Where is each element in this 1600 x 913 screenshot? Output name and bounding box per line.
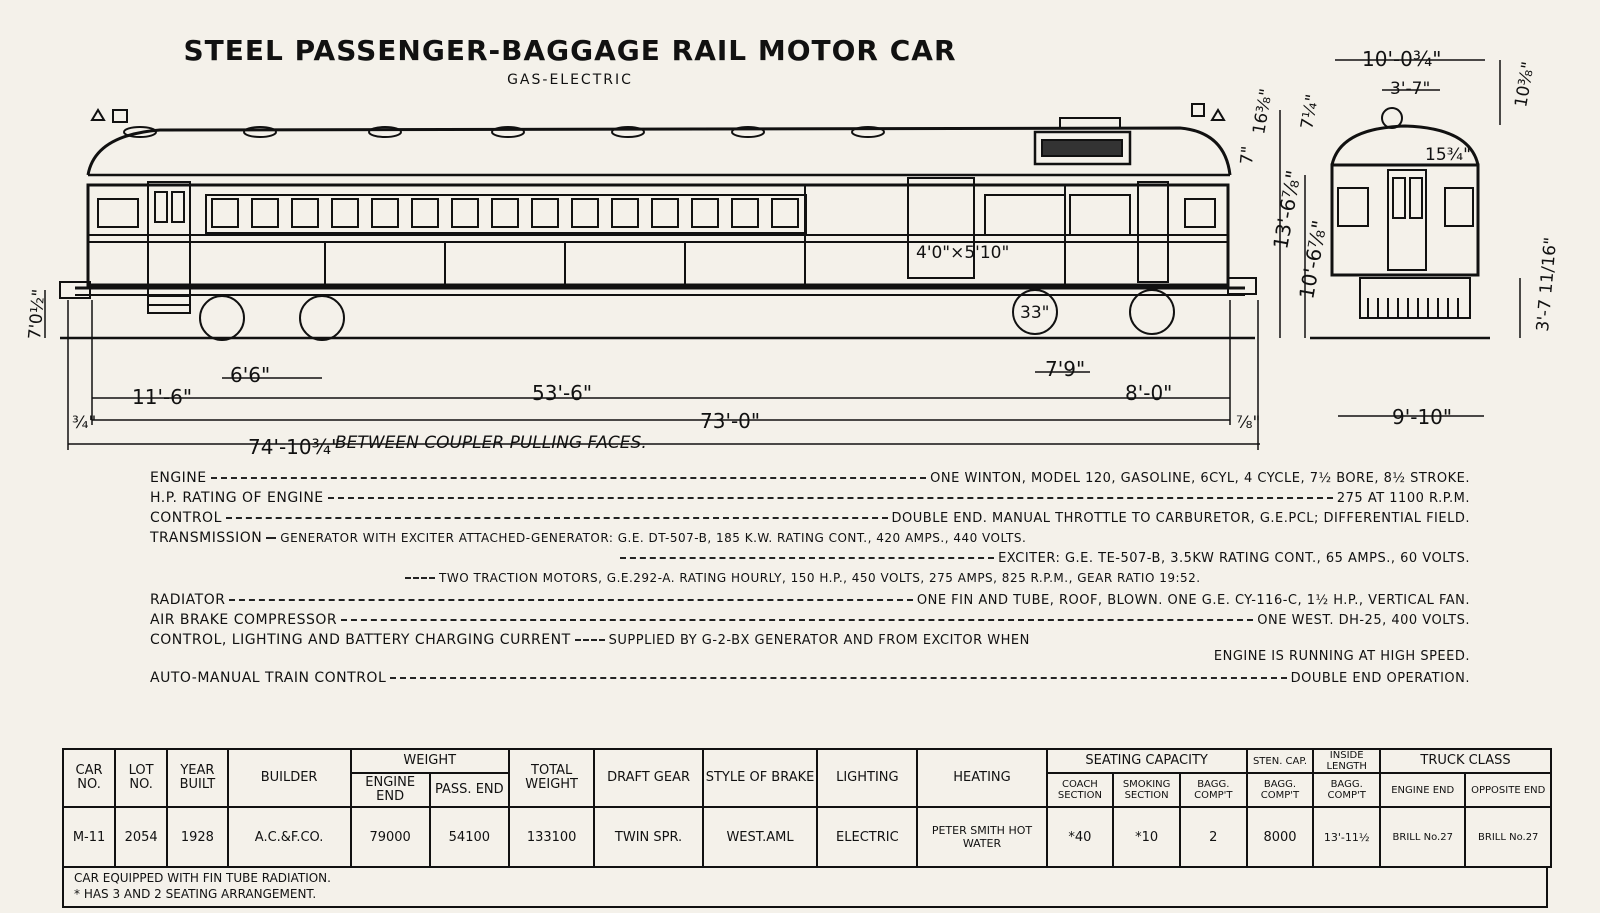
cell-total-weight: 133100 [509,807,594,867]
spec-label: ENGINE [150,470,207,486]
dim-height-left: 7'0½" [25,288,50,341]
dim-truck-gauge: 9'-10" [1392,405,1453,429]
cell-lighting: ELECTRIC [817,807,917,867]
side-windows [98,195,1215,235]
header-truck-opposite: OPPOSITE END [1465,773,1551,807]
dim-body-length: 73'-0" [700,409,761,433]
spec-radiator [150,590,1470,610]
spec-label: RADIATOR [150,592,226,608]
header-truck-class: TRUCK CLASS [1380,749,1551,773]
note-line: * HAS 3 AND 2 SEATING ARRANGEMENT. [74,887,317,901]
dim-overhang-left: 11'-6" [132,385,193,409]
cell-builder: A.C.&F.CO. [228,807,351,867]
spec-label: CONTROL, LIGHTING AND BATTERY CHARGING CURRENT [150,632,571,648]
cell-year-built: 1928 [167,807,227,867]
spec-value: 275 AT 1100 R.P.M. [1336,490,1470,506]
header-seat-bagg: BAGG. COMP'T [1180,773,1247,807]
spec-label: H.P. RATING OF ENGINE [150,490,324,506]
cell-weight-engine: 79000 [351,807,430,867]
dim-truck-wheelbase-left: 6'6" [230,363,271,387]
header-weight-pass: PASS. END [430,773,509,807]
header-sten-bagg: BAGG. COMP'T [1247,773,1314,807]
spec-value: ENGINE IS RUNNING AT HIGH SPEED. [1213,648,1470,664]
dim-step-height: 3'-7 11/16" [1533,236,1562,333]
dim-height-upper-b: 7¼" [1297,92,1324,131]
header-total-weight: TOTAL WEIGHT [509,749,594,807]
spec-label: TRANSMISSION [150,530,263,546]
spec-label: AIR BRAKE COMPRESSOR [150,612,338,628]
dim-headlight-width: 3'-7" [1390,79,1431,99]
header-weight: WEIGHT [351,749,509,773]
header-seat-coach: COACH SECTION [1047,773,1114,807]
cell-truck-engine: BRILL No.27 [1380,807,1465,867]
header-sten-cap: STEN. CAP. [1247,749,1314,773]
dim-end-gap-right: ⅞" [1236,413,1261,433]
dim-over-couplers: 74'-10¾" [248,435,341,459]
spec-exciter [150,548,1470,568]
table-notes [62,868,1548,908]
note-line: CAR EQUIPPED WITH FIN TUBE RADIATION. [74,871,331,885]
spec-transmission [150,528,1470,548]
header-seat-smoking: SMOKING SECTION [1113,773,1180,807]
dim-truck-wheelbase-right: 7'9" [1045,357,1086,381]
dim-end-gap-left: ¾" [72,413,97,433]
cell-seat-coach: *40 [1047,807,1114,867]
cell-seat-smoking: *10 [1113,807,1180,867]
header-lighting: LIGHTING [817,749,917,807]
header-builder: BUILDER [228,749,351,807]
dim-width-overall: 10'-0¾" [1362,47,1442,71]
header-brake: STYLE OF BRAKE [703,749,818,807]
dim-roof-inner: 15¾" [1425,145,1471,165]
dim-door-size: 4'0"×5'10" [916,243,1010,263]
dim-height-upper-a: 16⅜" [1249,87,1277,136]
spec-train-control [150,668,1470,688]
header-inside-bagg: BAGG. COMP'T [1313,773,1380,807]
spec-label: CONTROL [150,510,222,526]
side-door-right [1138,182,1168,282]
spec-value: EXCITER: G.E. TE-507-B, 3.5KW RATING CONT., 65 AMPS., 60 VOLTS. [998,550,1470,566]
header-draft-gear: DRAFT GEAR [594,749,702,807]
drawing-title: STEEL PASSENGER-BAGGAGE RAIL MOTOR CAR [183,34,957,67]
spec-traction-motors [150,568,1470,588]
table-row [63,807,1551,867]
spec-engine [150,468,1470,488]
header-lot-no: LOT NO. [115,749,167,807]
drawing-subtitle: GAS-ELECTRIC [507,72,633,88]
cell-truck-opposite: BRILL No.27 [1465,807,1551,867]
baggage-door [908,178,974,278]
cell-sten-bagg: 8000 [1247,807,1314,867]
header-truck-engine: ENGINE END [1380,773,1465,807]
spec-value: DOUBLE END OPERATION. [1290,670,1470,686]
header-inside-length: INSIDE LENGTH [1313,749,1380,773]
spec-value: ONE WEST. DH-25, 400 VOLTS. [1257,612,1470,628]
spec-hp-rating [150,488,1470,508]
dim-roof-height: 10⅜" [1511,60,1539,109]
dim-overhang-right: 8'-0" [1125,381,1173,405]
cell-inside-bagg: 13'-11½ [1313,807,1380,867]
spec-value: TWO TRACTION MOTORS, G.E.292-A. RATING HOURLY, 150 H.P., 450 VOLTS, 275 AMPS, 825 R.P.M., GEAR RATIO 19:52. [439,571,1201,585]
dim-height-total: 13'-6⅞" [1268,168,1306,251]
header-heating: HEATING [917,749,1046,807]
header-seating: SEATING CAPACITY [1047,749,1247,773]
spec-value: DOUBLE END. MANUAL THROTTLE TO CARBURETOR, G.E.PCL; DIFFERENTIAL FIELD. [891,510,1470,526]
spec-label: AUTO-MANUAL TRAIN CONTROL [150,670,387,686]
spec-value: ONE WINTON, MODEL 120, GASOLINE, 6CYL, 4 CYCLE, 7½ BORE, 8½ STROKE. [930,470,1470,486]
dim-truck-centers: 53'-6" [532,381,593,405]
spec-value: GENERATOR WITH EXCITER ATTACHED-GENERATOR: G.E. DT-507-B, 185 K.W. RATING CONT., 420 AMPS., 440 VOLTS. [280,531,1027,545]
car-data-table [62,748,1552,868]
cell-brake: WEST.AML [703,807,818,867]
cell-draft-gear: TWIN SPR. [594,807,702,867]
dim-coupler-note: BETWEEN COUPLER PULLING FACES. [335,433,647,453]
dim-pilot: 7" [1237,145,1259,166]
header-weight-engine: ENGINE END [351,773,430,807]
cell-lot-no: 2054 [115,807,167,867]
dim-height-body: 10'-6⅞" [1294,218,1332,301]
spec-control-current-cont [150,646,1470,666]
cell-heating: PETER SMITH HOT WATER [917,807,1046,867]
header-year-built: YEAR BUILT [167,749,227,807]
cell-weight-pass: 54100 [430,807,509,867]
cell-car-no: M-11 [63,807,115,867]
spec-air-brake-compressor [150,610,1470,630]
spec-value: ONE FIN AND TUBE, ROOF, BLOWN. ONE G.E. CY-116-C, 1½ H.P., VERTICAL FAN. [916,592,1470,608]
spec-value: SUPPLIED BY G-2-BX GENERATOR AND FROM EXCITOR WHEN [608,632,1030,648]
spec-control [150,508,1470,528]
dim-wheel-diameter: 33" [1020,303,1050,323]
header-car-no: CAR NO. [63,749,115,807]
cell-seat-bagg: 2 [1180,807,1247,867]
